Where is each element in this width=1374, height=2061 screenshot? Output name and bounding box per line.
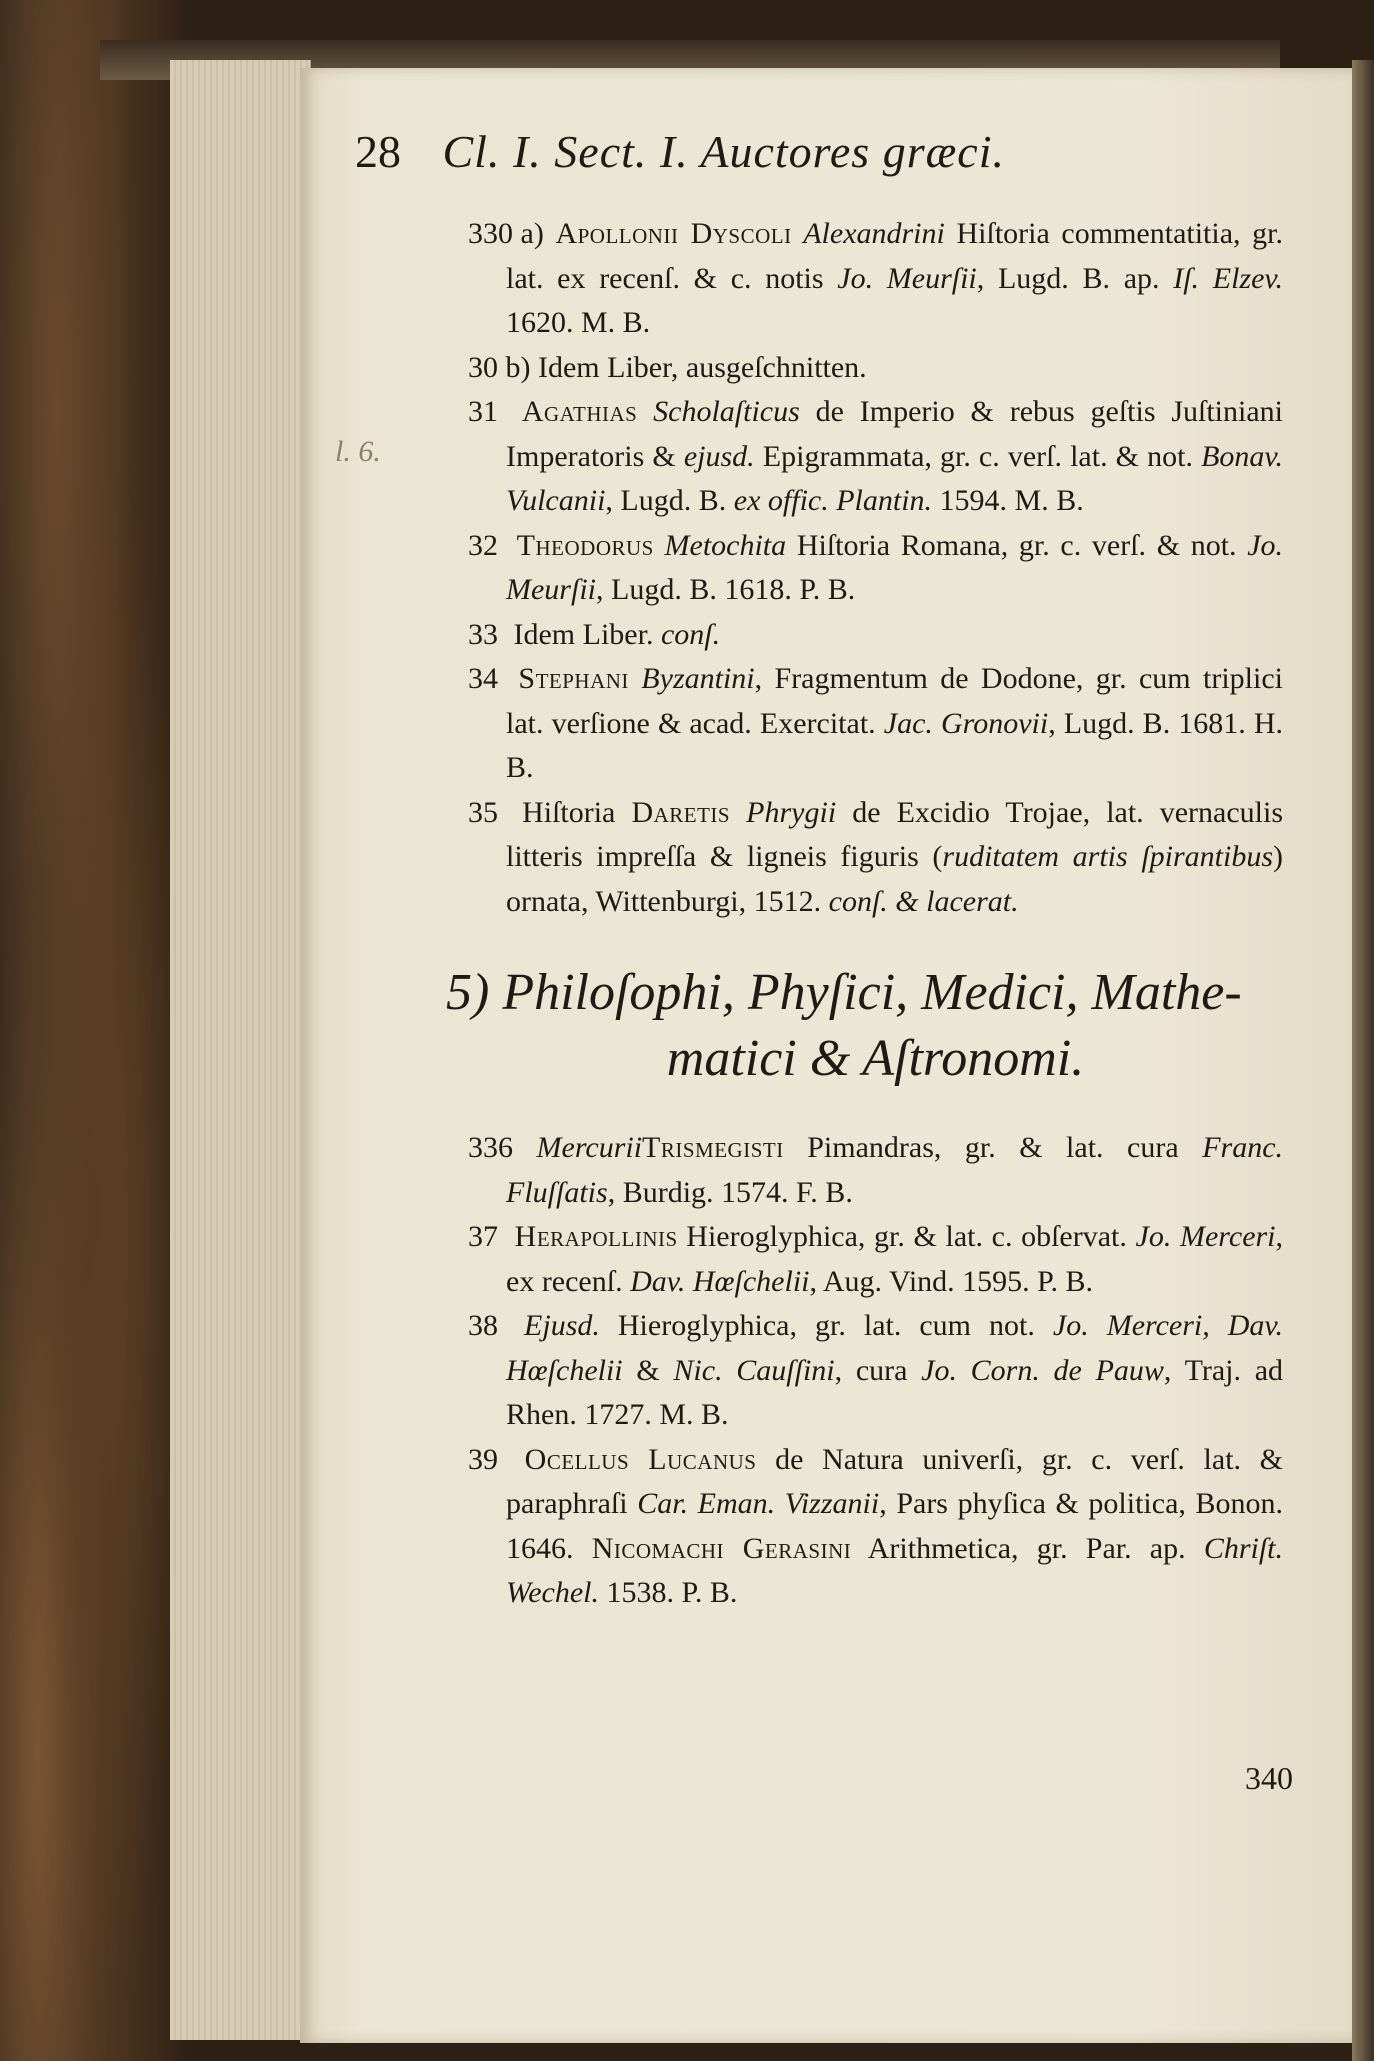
- running-title: Cl. I. Sect. I. Auctores græci.: [442, 126, 1005, 177]
- entry-text: Idem Liber, ausgeſchnitten.: [538, 350, 867, 384]
- catalogue-entry: [468, 346, 1283, 391]
- entry-text: Herapollinis: [514, 1220, 678, 1253]
- entry-text: , Lugd. B. 1681. H. B.: [506, 706, 1284, 784]
- entry-text: [792, 217, 804, 250]
- entry-text: Jac. Gronovii: [883, 706, 1049, 740]
- entry-text: Idem Liber.: [513, 617, 661, 651]
- entry-text: Car. Eman. Vizzanii: [637, 1487, 880, 1520]
- entry-text: Hiſtoria commentatitia, gr. lat. ex recenſ. & c. notis: [506, 217, 1284, 295]
- entry-text: conſ. & lacerat.: [828, 884, 1019, 918]
- entry-text: Jo. Meurſii: [837, 261, 977, 295]
- entry-text: Hiſtoria Romana, gr. c. verſ. & not.: [786, 528, 1248, 562]
- entry-text: ) ornata, Wittenburgi, 1512.: [506, 840, 1284, 918]
- entry-number: 37: [468, 1220, 498, 1253]
- page-stack: [170, 60, 311, 2040]
- entry-text: Mercurii: [536, 1131, 643, 1164]
- entry-text: Byzantini: [641, 662, 755, 695]
- entry-text: 1538. P. B.: [599, 1576, 738, 1609]
- catalogue-entry: [468, 524, 1283, 613]
- entry-text: , cura: [834, 1353, 922, 1387]
- entry-text: Jo. Merceri, Dav. Hœſchelii: [506, 1309, 1284, 1387]
- entries-group-philosophers: [468, 1126, 1283, 1616]
- entry-number: 33: [468, 617, 498, 651]
- entry-text: [637, 395, 653, 428]
- entry-text: Nicomachi Gerasini: [591, 1531, 852, 1565]
- entry-number: 38: [468, 1309, 498, 1342]
- entry-text: , Pars phyſica & politica, Bonon. 1646.: [506, 1487, 1283, 1565]
- running-head: [355, 125, 1255, 185]
- entry-text: Daretis: [631, 795, 731, 829]
- entry-number: 30 b): [468, 350, 531, 384]
- entry-text: , Lugd. B. ap.: [976, 261, 1174, 295]
- entry-text: 1594. M. B.: [932, 484, 1084, 517]
- entries-group-greek-historians: [468, 212, 1283, 924]
- entry-text: Hieroglyphica, gr. & lat. c. obſervat.: [677, 1220, 1136, 1253]
- entry-number: 35: [468, 795, 498, 829]
- entry-text: , Lugd. B.: [605, 484, 734, 517]
- entry-text: Jo. Meurſii: [506, 528, 1284, 606]
- entry-text: , Lugd. B. 1618. P. B.: [596, 573, 856, 606]
- entry-text: Franc. Fluſſatis: [506, 1131, 1284, 1209]
- entry-text: , Traj. ad Rhen. 1727. M. B.: [506, 1353, 1284, 1431]
- entry-text: Alexandrini: [803, 217, 945, 250]
- entry-number: 31: [468, 395, 498, 428]
- entry-text: 1620. M. B.: [506, 306, 651, 339]
- entry-text: ruditatem artis ſpirantibus: [942, 840, 1274, 873]
- entry-text: [654, 529, 665, 562]
- section-heading-line-1: 5) Philoſophi, Phyſici, Medici, Mathe-: [446, 964, 1242, 1021]
- entry-text: Trismegisti: [642, 1131, 784, 1164]
- book-cover: [0, 0, 190, 2061]
- entry-number: 330 a): [468, 217, 544, 250]
- entry-text: de Natura univerſi, gr. c. verſ. lat. & paraphraſi: [506, 1442, 1284, 1520]
- entry-text: Theodorus: [516, 528, 654, 562]
- entry-text: de Excidio Trojae, lat. vernaculis litteris impreſſa & ligneis figuris (: [506, 795, 1284, 873]
- catalogue-entry: [468, 1215, 1283, 1304]
- book-right-edge: [1352, 60, 1374, 2061]
- entry-text: Arithmetica, gr. Par. ap.: [851, 1531, 1204, 1565]
- catalogue-entry: [468, 390, 1283, 524]
- entry-text: Apollonii Dyscoli: [555, 217, 792, 250]
- entry-text: Iſ. Elzev.: [1173, 261, 1283, 295]
- entry-text: Epigrammata, gr. c. verſ. lat. & not.: [754, 439, 1202, 473]
- entry-text: , Burdig. 1574. F. B.: [607, 1175, 853, 1209]
- entry-text: Hieroglyphica, gr. lat. cum not.: [599, 1309, 1053, 1342]
- catalogue-entry: [468, 1438, 1283, 1616]
- catalogue-entry: [468, 212, 1283, 346]
- entry-number: 39: [468, 1442, 498, 1476]
- entry-text: Agathias: [521, 395, 638, 428]
- entry-text: Jo. Corn. de Pauw: [921, 1353, 1164, 1387]
- entry-number: 336: [468, 1131, 513, 1164]
- entry-text: Hiſtoria: [522, 795, 632, 829]
- entry-text: Metochita: [664, 528, 787, 562]
- entry-text: Ejusd.: [524, 1309, 600, 1342]
- entry-text: Stephani: [518, 662, 629, 695]
- entry-text: Nic. Cauſſini: [673, 1353, 835, 1387]
- catalogue-content: [446, 212, 1284, 1616]
- catalogue-entry: [468, 1126, 1283, 1215]
- section-heading: [446, 960, 1283, 1092]
- entry-text: ex offic. Plantin.: [733, 484, 933, 517]
- entry-number: 32: [468, 528, 498, 562]
- entry-number: 34: [468, 662, 498, 695]
- catalogue-entry: [468, 657, 1283, 791]
- entry-text: Bonav. Vulcanii: [506, 439, 1283, 517]
- page-number: 28: [355, 126, 401, 177]
- entry-text: Phrygii: [746, 795, 837, 829]
- entry-text: , Fragmentum de Dodone, gr. cum triplici lat. verſione & acad. Exercitat.: [506, 662, 1284, 740]
- entry-text: [730, 796, 746, 829]
- entry-text: Dav. Hœſchelii: [630, 1264, 810, 1298]
- entry-text: [629, 662, 641, 695]
- entry-text: &: [622, 1353, 674, 1387]
- catalogue-entry: [468, 1304, 1283, 1438]
- entry-text: conſ.: [660, 617, 721, 651]
- entry-text: Pimandras, gr. & lat. cura: [783, 1131, 1203, 1164]
- catalogue-entry: [468, 791, 1283, 925]
- catalogue-entry: [468, 613, 1283, 658]
- entry-text: Scholaſticus: [653, 395, 800, 428]
- margin-note: l. 6.: [335, 435, 381, 468]
- entry-text: Ocellus Lucanus: [524, 1442, 757, 1476]
- entry-text: , Aug. Vind. 1595. P. B.: [809, 1264, 1094, 1298]
- entry-text: , ex recenſ.: [506, 1220, 1284, 1298]
- section-heading-line-2: matici & Aſtronomi.: [666, 1030, 1085, 1087]
- catchword: 340: [1245, 1760, 1293, 1796]
- entry-text: de Imperio & rebus geſtis Juſtiniani Imperatoris &: [506, 395, 1284, 473]
- entry-text: ejusd.: [683, 439, 755, 473]
- entry-text: Jo. Merceri: [1135, 1220, 1276, 1253]
- entry-text: Chriſt. Wechel.: [506, 1531, 1284, 1609]
